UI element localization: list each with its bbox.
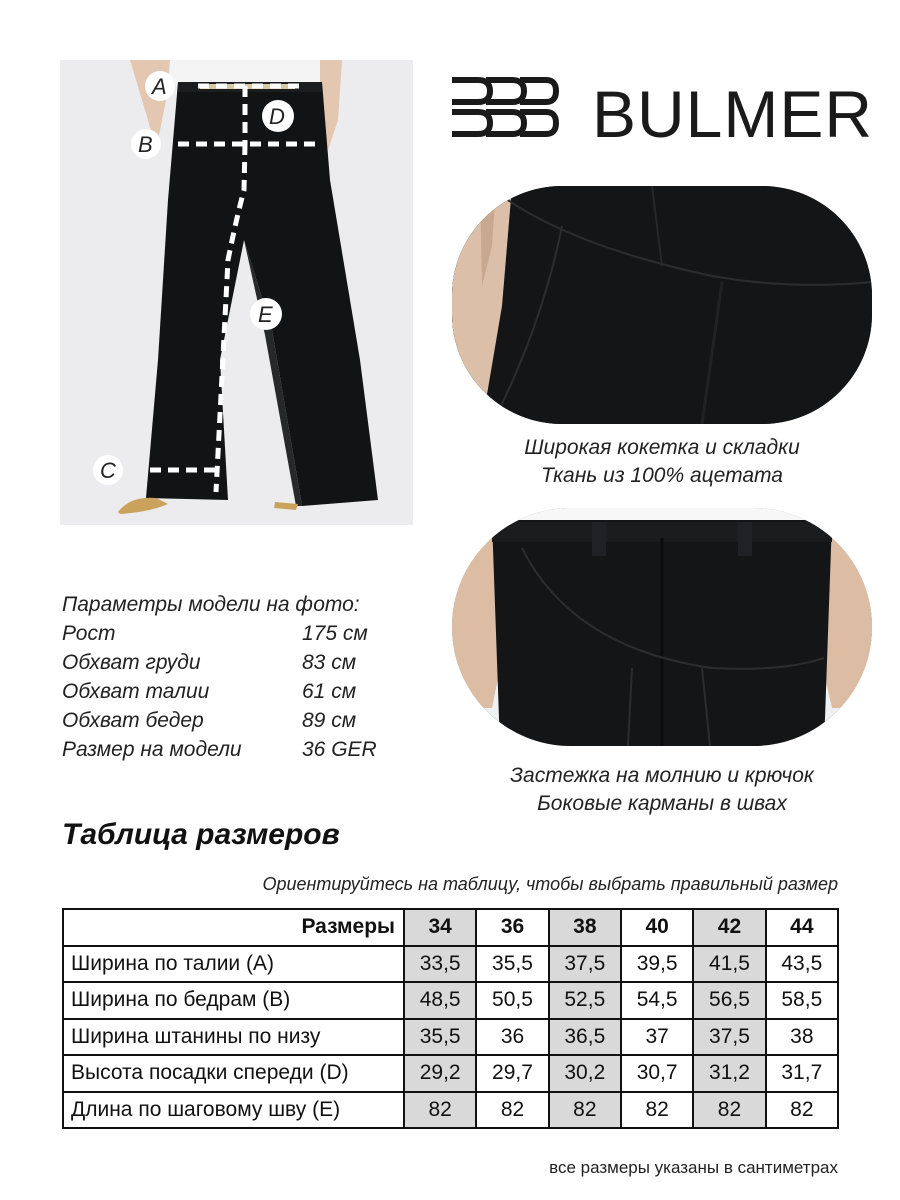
param-value: 89 см (302, 709, 357, 732)
model-photo (60, 60, 413, 525)
size-table-title: Таблица размеров (62, 818, 340, 851)
marker-e: E (258, 302, 273, 327)
measurement-value: 29,2 (404, 1055, 476, 1092)
measurement-label: Высота посадки спереди (D) (63, 1055, 404, 1092)
size-table-row (63, 1019, 838, 1056)
measurement-value: 82 (404, 1092, 476, 1129)
measurement-value: 50,5 (476, 982, 548, 1019)
size-header-cell: 34 (404, 909, 476, 946)
measurement-value: 48,5 (404, 982, 476, 1019)
measurement-value: 39,5 (621, 946, 693, 983)
size-table-row (63, 1092, 838, 1129)
param-row (62, 619, 422, 648)
measurement-value: 41,5 (693, 946, 765, 983)
caption-line: Ткань из 100% ацетата (541, 464, 783, 487)
marker-c: C (100, 458, 116, 483)
detail-photo-waist (452, 508, 872, 746)
measurement-value: 82 (766, 1092, 838, 1129)
measurement-value: 36 (476, 1019, 548, 1056)
measurement-value: 82 (693, 1092, 765, 1129)
size-table-row (63, 946, 838, 983)
marker-d: D (269, 104, 285, 129)
param-value: 83 см (302, 651, 357, 674)
param-row (62, 677, 422, 706)
param-value: 61 см (302, 680, 357, 703)
size-header-label: Размеры (63, 909, 404, 946)
measurement-value: 30,7 (621, 1055, 693, 1092)
param-label: Обхват груди (62, 651, 201, 674)
model-params-title: Параметры модели на фото: (62, 593, 360, 616)
size-table-row (63, 1055, 838, 1092)
size-header-cell: 44 (766, 909, 838, 946)
param-label: Обхват талии (62, 680, 210, 703)
size-header-cell: 36 (476, 909, 548, 946)
size-header-cell: 40 (621, 909, 693, 946)
size-table-hint: Ориентируйтесь на таблицу, чтобы выбрать правильный размер (262, 874, 838, 894)
detail-caption-2 (452, 762, 872, 818)
size-table-footnote: все размеры указаны в сантиметрах (549, 1158, 838, 1177)
brand-logo (448, 74, 878, 154)
measurement-label: Длина по шаговому шву (E) (63, 1092, 404, 1129)
measurement-value: 82 (549, 1092, 621, 1129)
caption-line: Застежка на молнию и крючок (510, 764, 814, 787)
model-params (62, 590, 422, 764)
measurement-value: 36,5 (549, 1019, 621, 1056)
param-row (62, 706, 422, 735)
measurement-value: 35,5 (404, 1019, 476, 1056)
measurement-value: 37,5 (693, 1019, 765, 1056)
detail-caption-1 (452, 434, 872, 490)
brand-mark-icon (448, 74, 560, 140)
measurement-value: 82 (476, 1092, 548, 1129)
measurement-value: 31,2 (693, 1055, 765, 1092)
measurement-value: 33,5 (404, 946, 476, 983)
measurement-value: 35,5 (476, 946, 548, 983)
measurement-value: 82 (621, 1092, 693, 1129)
measurement-value: 38 (766, 1019, 838, 1056)
measurement-value: 31,7 (766, 1055, 838, 1092)
param-value: 175 см (302, 622, 368, 645)
measurement-label: Ширина штанины по низу (63, 1019, 404, 1056)
size-header-cell: 42 (693, 909, 765, 946)
measurement-value: 37 (621, 1019, 693, 1056)
measurement-value: 58,5 (766, 982, 838, 1019)
size-table-header-row (63, 909, 838, 946)
param-row (62, 735, 422, 764)
marker-b: B (138, 132, 153, 157)
size-header-cell: 38 (549, 909, 621, 946)
measurement-value: 54,5 (621, 982, 693, 1019)
param-label: Рост (62, 622, 116, 645)
measurement-value: 37,5 (549, 946, 621, 983)
param-row (62, 648, 422, 677)
caption-line: Широкая кокетка и складки (524, 436, 800, 459)
measurement-value: 56,5 (693, 982, 765, 1019)
size-table-row (63, 982, 838, 1019)
param-value: 36 GER (302, 738, 377, 761)
brand-name: BULMER (592, 77, 874, 151)
caption-line: Боковые карманы в швах (537, 792, 787, 815)
marker-a: A (152, 74, 167, 99)
measurement-value: 29,7 (476, 1055, 548, 1092)
detail-photo-yoke (452, 186, 872, 424)
param-label: Обхват бедер (62, 709, 204, 732)
measurement-value: 52,5 (549, 982, 621, 1019)
measurement-value: 30,2 (549, 1055, 621, 1092)
measurement-label: Ширина по бедрам (B) (63, 982, 404, 1019)
size-table (62, 908, 839, 1129)
measurement-value: 43,5 (766, 946, 838, 983)
param-label: Размер на модели (62, 738, 242, 761)
measurement-label: Ширина по талии (A) (63, 946, 404, 983)
